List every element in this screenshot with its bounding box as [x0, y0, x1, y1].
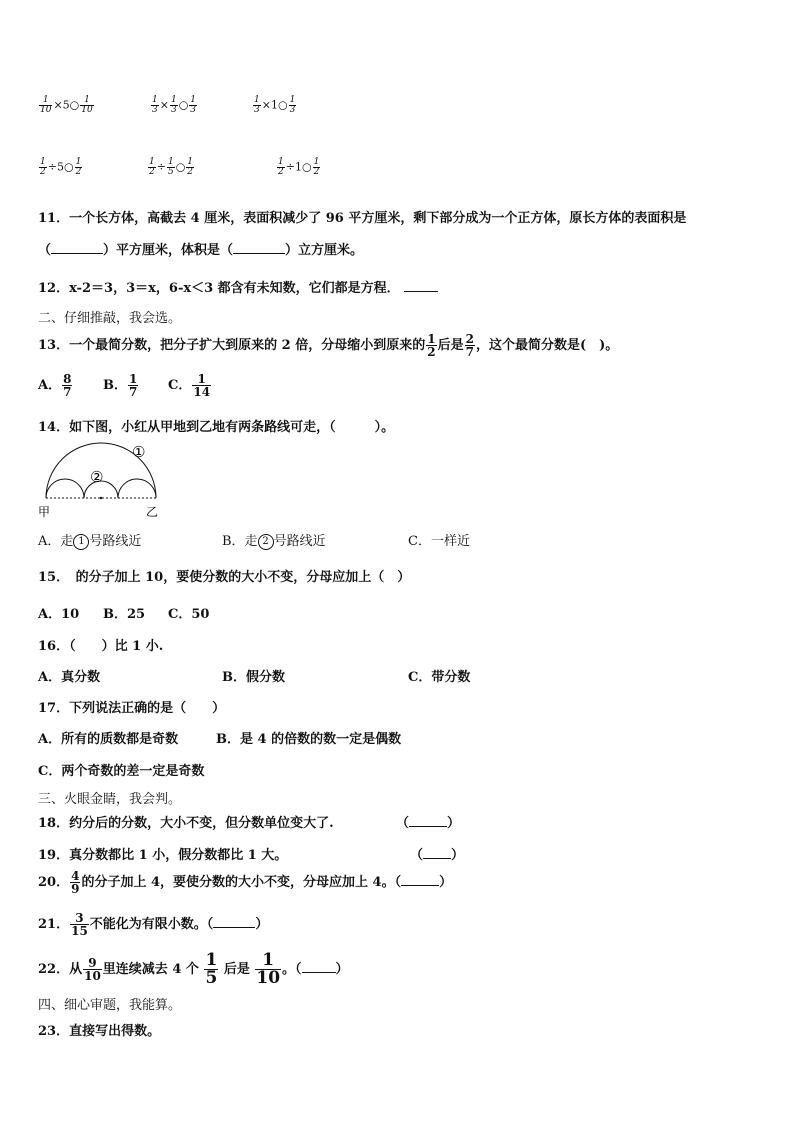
question-14-option-b[interactable]: B．走 2 号路线近	[222, 534, 326, 549]
compare-item-2-1: $\frac{1}{2}$ ÷5○ $\frac{1}{2}$	[40, 157, 82, 177]
route-2-arc-left	[46, 479, 84, 498]
question-20: 20． $\frac{4}{9}$ 的分子加上 4，要使分数的大小不变，分母应加上 4。（ ）	[38, 869, 453, 896]
compare-item-2-3: $\frac{1}{2}$ ÷1○ $\frac{1}{2}$	[278, 157, 320, 177]
question-19-answer[interactable]: （ ）	[410, 848, 465, 863]
route-diagram	[36, 440, 166, 520]
question-17-option-a[interactable]: A．所有的质数都是奇数	[38, 732, 179, 747]
question-18: 18．约分后的分数，大小不变，但分数单位变大了.	[38, 816, 334, 831]
route-1-label: ①	[132, 443, 146, 461]
question-19: 19．真分数都比 1 小，假分数都比 1 大。	[38, 848, 288, 863]
question-13: 13．一个最简分数，把分子扩大到原来的 2 倍，分母缩小到原来的 $\frac{1}{2}$ 后是 $\frac{2}{7}$ ，这个最简分数是( )。	[38, 332, 619, 359]
question-15-option-a[interactable]: A．10	[38, 607, 80, 622]
question-14: 14．如下图，小红从甲地到乙地有两条路线可走，（ ）。	[38, 420, 395, 435]
label-yi: 乙	[146, 505, 159, 519]
question-16: 16．（ ）比 1 小.	[38, 639, 164, 654]
answer-blank[interactable]	[401, 885, 439, 886]
question-14-option-c[interactable]: C．一样近	[408, 534, 470, 549]
question-16-option-b[interactable]: B．假分数	[222, 670, 285, 685]
question-12: 12．x-2＝3，3＝x，6-x＜3 都含有未知数，它们都是方程．	[38, 277, 438, 296]
compare-item-2-2: $\frac{1}{2}$ ÷ $\frac{1}{5}$ ○ $\frac{1}{2}$	[149, 157, 194, 177]
question-17-option-b[interactable]: B．是 4 的倍数的数一定是偶数	[216, 732, 402, 747]
question-16-option-c[interactable]: C．带分数	[408, 670, 471, 685]
question-16-option-a[interactable]: A．真分数	[38, 670, 101, 685]
route-2-arc-right	[118, 479, 156, 498]
label-jia: 甲	[38, 505, 51, 519]
answer-blank[interactable]	[51, 253, 103, 254]
answer-blank[interactable]	[233, 253, 285, 254]
question-15-option-b[interactable]: B．25	[103, 607, 146, 622]
question-23: 23．直接写出得数。	[38, 1024, 161, 1039]
question-17: 17．下列说法正确的是（ ）	[38, 701, 226, 716]
fraction: $\frac{1}{10}$	[40, 95, 52, 115]
answer-blank[interactable]	[213, 927, 255, 928]
question-18-answer[interactable]: （ ）	[396, 816, 461, 831]
route-2-label: ②	[90, 468, 104, 486]
answer-blank[interactable]	[302, 972, 336, 973]
question-15-option-c[interactable]: C．50	[168, 607, 210, 622]
question-13-option-a[interactable]: A． $\frac{8}{7}$	[38, 372, 72, 399]
question-17-option-c[interactable]: C．两个奇数的差一定是奇数	[38, 764, 205, 779]
question-11-line-1: 11．一个长方体，高截去 4 厘米，表面积减少了 96 平方厘米，剩下部分成为一个正方体，原长方体的表面积是	[38, 211, 687, 226]
question-22: 22．从 $\frac{9}{10}$ 里连续减去 4 个 $\frac{1}{5}$ 后是 $\frac{1}{10}$ 。（ ）	[38, 950, 349, 988]
compare-item-1-2: $\frac{1}{3}$ × $\frac{1}{3}$ ○ $\frac{1}{3}$	[152, 95, 197, 115]
answer-blank[interactable]	[404, 291, 438, 292]
section-2-heading: 二、仔细推敲，我会选。	[38, 311, 182, 326]
question-11-line-2: （ ）平方厘米，体积是（ ）立方厘米。	[38, 243, 364, 258]
question-13-option-c[interactable]: C． $\frac{1}{14}$	[168, 372, 211, 399]
question-13-option-b[interactable]: B． $\frac{1}{7}$	[103, 372, 138, 399]
compare-item-1-3: $\frac{1}{3}$ ×1○ $\frac{1}{3}$	[254, 95, 296, 115]
section-3-heading: 三、火眼金睛，我会判。	[38, 792, 182, 807]
question-14-option-a[interactable]: A．走 1 号路线近	[38, 534, 142, 549]
question-15: 15． 的分子加上 10，要使分数的大小不变，分母应加上（ ）	[38, 570, 411, 585]
section-4-heading: 四、细心审题，我能算。	[38, 998, 182, 1013]
compare-item-1-1: $\frac{1}{10}$ ×5○ $\frac{1}{10}$	[40, 95, 93, 115]
question-21: 21． $\frac{3}{15}$ 不能化为有限小数。（ ）	[38, 911, 269, 938]
